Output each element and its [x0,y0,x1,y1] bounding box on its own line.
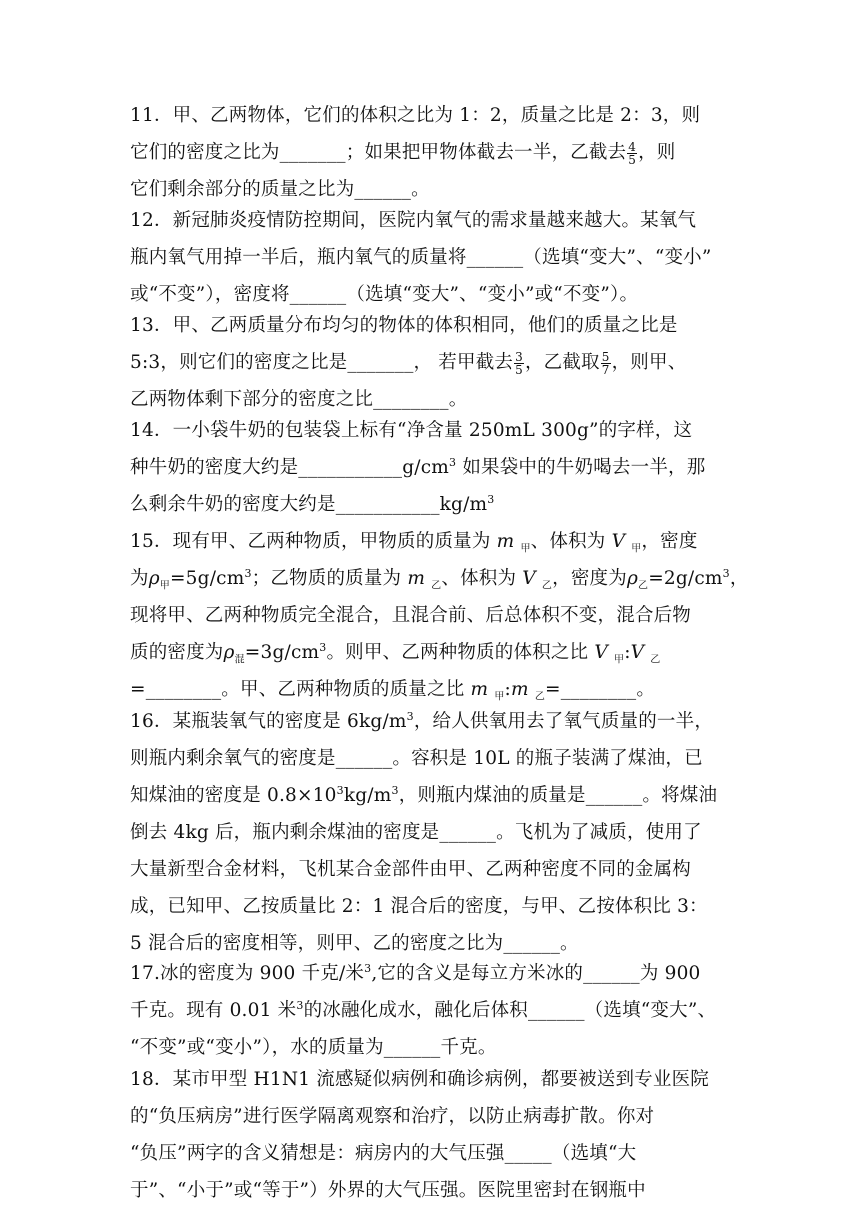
q11-line-3: 它们剩余部分的质量之比为______。 [130,179,430,200]
q14-line-2: 种牛奶的密度大约是$\_\_\_\_\_\_\_\_\_\_\_g/cm^3$ 如果袋中的牛奶喝去一半，那 [130,455,706,478]
q17-line-3: “不变”或“变小”），水的质量为______千克。 [130,1037,497,1058]
q16-line-7: 5 混合后的密度相等，则甲、乙的密度之比为______。 [130,933,579,954]
q14-line-3: 么剩余牛奶的密度大约是$\_\_\_\_\_\_\_\_\_\_\_kg/m^3$ [130,492,495,515]
fraction-three-fifths: $\frac{3}{5}$ [515,349,523,377]
q18-line-4: 于”、“小于”或“等于”）外界的大气压强。医院里密封在钢瓶中 [130,1180,646,1201]
q16-line-6: 成，已知甲、乙按质量比 2：1 混合后的密度，与甲、乙按体积比 3： [130,896,708,917]
q16-line-1: 16．某瓶装氧气的密度是 $6kg/m^3$，给人供氧用去了氧气质量的一半， [130,709,714,732]
q15-line-5: =________。甲、乙两种物质的质量之比 m $_甲$:m $_乙$=________。 [130,679,656,703]
q16-line-4: 倒去 4kg 后，瓶内剩余煤油的密度是______。飞机为了减质，使用了 [130,822,702,843]
q13-line-3: 乙两物体剩下部分的密度之比________。 [130,389,468,410]
question-14 [130,412,730,523]
q13-line-2: 5:3，则它们的密度之比是_______， 若甲截去 $\frac{3}{5}$ ，乙截取 $\frac{5}{7}$ ，则甲、 [130,349,687,377]
q16-line-5: 大量新型合金材料，飞机某合金部件由甲、乙两种密度不同的金属构 [130,859,692,880]
question-18 [130,1061,730,1209]
question-13 [130,307,730,418]
q15-line-2: 为$\rho_甲=5g/cm^3$；乙物质的质量为 m $_乙$、体积为 V $_乙$，密度为$\rho_乙=2g/cm^3$， [130,566,749,592]
question-12 [130,202,730,313]
question-16 [130,703,730,962]
q12-line-1: 12．新冠肺炎疫情防控期间，医院内氧气的需求量越来越大。某氧气 [130,210,697,231]
question-17 [130,955,730,1066]
q15-line-1: 15．现有甲、乙两种物质，甲物质的质量为 m $_甲$、体积为 V $_甲$，密度 [130,531,698,555]
q11-line-2: 它们的密度之比为_______；如果把甲物体截去一半，乙截去 $\frac{4}{5}$ ，则 [130,139,676,167]
q15-line-4: 质的密度为$\rho_混=3g/cm^3$。则甲、乙两种物质的体积之比 V $_甲$:V $_乙$ [130,640,661,666]
q12-line-3: 或“不变”），密度将______（选填“变大”、“变小”或“不变”）。 [130,284,639,305]
q18-line-3: “负压”两字的含义猜想是：病房内的大气压强_____（选填“大 [130,1143,637,1164]
q18-line-1: 18．某市甲型 H1N1 流感疑似病例和确诊病例，都要被送到专业医院 [130,1069,709,1090]
q14-line-1: 14．一小袋牛奶的包装袋上标有“净含量 250mL 300g”的字样，这 [130,420,693,441]
q16-line-2: 则瓶内剩余氧气的密度是______。容积是 10L 的瓶子装满了煤油，已 [130,748,703,769]
fraction-five-sevenths: $\frac{5}{7}$ [601,349,610,377]
q15-line-3: 现将甲、乙两种物质完全混合，且混合前、后总体积不变，混合后物 [130,605,692,626]
fraction-four-fifths: $\frac{4}{5}$ [628,139,637,167]
q16-line-3: 知煤油的密度是 $0.8\times 10^3kg/m^3$，则瓶内煤油的质量是______。将煤油 [130,783,718,806]
question-11 [130,97,730,208]
q17-line-1: 17.冰的密度为 900 千克/米$^3$,它的含义是每立方米冰的______为 900 [130,961,701,984]
question-15 [130,523,749,708]
q17-line-2: 千克。现有 0.01 米$^3$的冰融化成水，融化后体积______（选填“变大”、 [130,998,717,1021]
q18-line-2: 的“负压病房”进行医学隔离观察和治疗，以防止病毒扩散。你对 [130,1106,655,1127]
q11-line-1: 11．甲、乙两物体，它们的体积之比为 1：2，质量之比是 2：3，则 [130,105,701,126]
q13-line-1: 13．甲、乙两质量分布均匀的物体的体积相同，他们的质量之比是 [130,315,678,336]
q12-line-2: 瓶内氧气用掉一半后，瓶内氧气的质量将______（选填“变大”、“变小” [130,247,712,268]
